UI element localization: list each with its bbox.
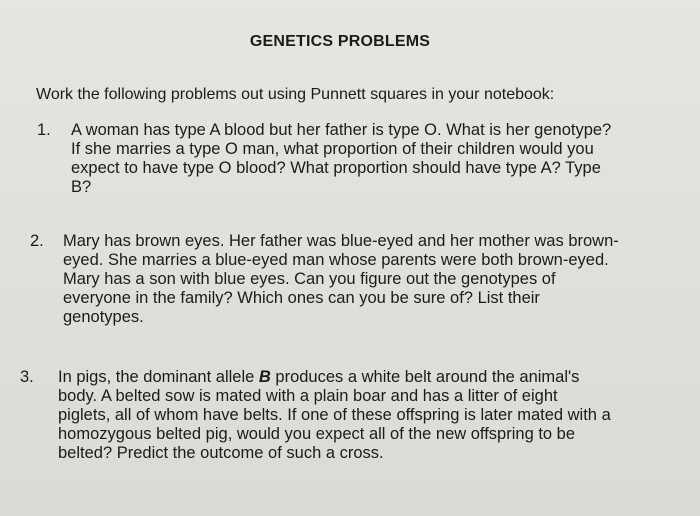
page-title: GENETICS PROBLEMS	[249, 33, 431, 50]
problem-number: 3.	[20, 368, 34, 386]
problem-line: piglets, all of whom have belts. If one of these offspring is later mated with a	[58, 406, 611, 424]
problem-text	[58, 368, 668, 463]
problem-line-part: In pigs, the dominant allele	[58, 368, 259, 386]
problem-text	[71, 121, 641, 197]
problem-number: 1.	[37, 121, 51, 139]
problem-line	[58, 368, 668, 387]
problem-line: body. A belted sow is mated with a plain boar and has a litter of eight	[58, 387, 558, 405]
problem-text	[63, 232, 638, 327]
problem-line: genotypes.	[63, 308, 144, 326]
problem-line: homozygous belted pig, would you expect all of the new offspring to be	[58, 425, 576, 443]
instructions: Work the following problems out using Punnett squares in your notebook:	[36, 86, 555, 103]
problem-line: expect to have type O blood? What proportion should have type A? Type	[71, 159, 601, 177]
problem-line: B?	[71, 178, 92, 196]
problem-line: If she marries a type O man, what proportion of their children would you	[71, 140, 594, 158]
problem-line: belted? Predict the outcome of such a cross.	[58, 444, 384, 462]
problem-line: Mary has a son with blue eyes. Can you figure out the genotypes of	[63, 270, 556, 288]
problem-number: 2.	[30, 232, 44, 250]
problem-line: Mary has brown eyes. Her father was blue-eyed and her mother was brown-	[63, 232, 619, 250]
problem-line: A woman has type A blood but her father is type O. What is her genotype?	[71, 121, 612, 139]
allele-symbol: B	[258, 368, 271, 386]
problem-line: eyed. She marries a blue-eyed man whose parents were both brown-eyed.	[63, 251, 609, 269]
problem-line-part: produces a white belt around the animal's	[270, 368, 580, 386]
problem-line: everyone in the family? Which ones can you be sure of? List their	[63, 289, 540, 307]
